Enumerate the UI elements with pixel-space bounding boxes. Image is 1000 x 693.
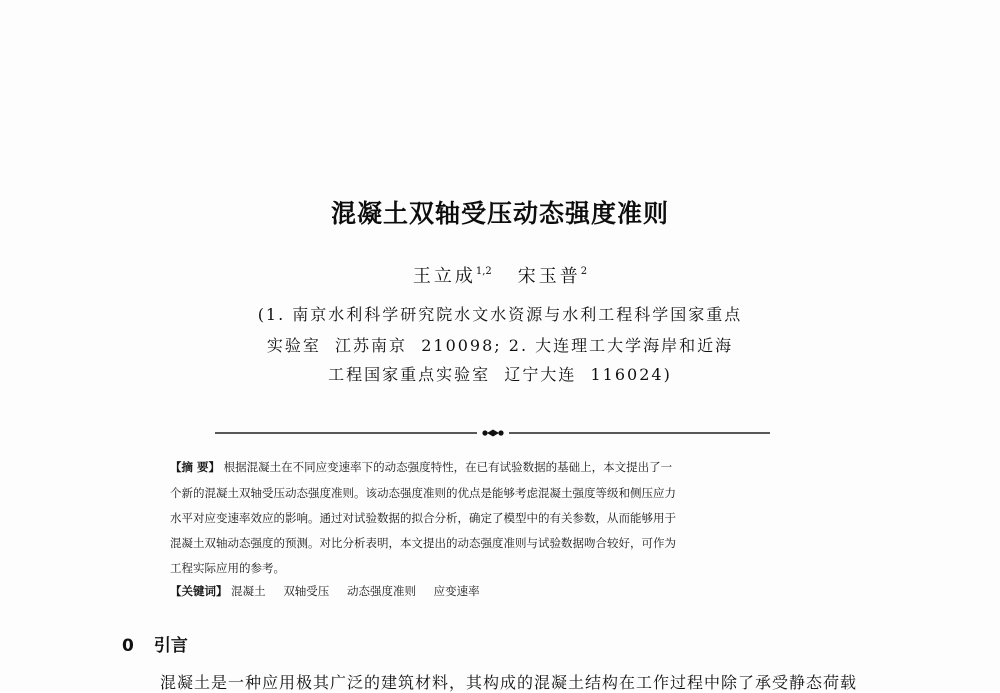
paper-title: 混凝土双轴受压动态强度准则 (330, 199, 669, 228)
abstract-line: 工程实际应用的参考。 (170, 561, 285, 575)
ornamental-divider (215, 429, 770, 437)
affiliation-line: (1. 南京水利科学研究院水文水资源与水利工程科学国家重点 (257, 305, 743, 324)
keyword: 混凝土 (231, 584, 266, 598)
section-heading (122, 631, 188, 656)
author-affiliation-mark: 2 (580, 266, 588, 277)
author-name: 王立成 (412, 266, 476, 287)
abstract-label: 【摘 要】 (170, 460, 221, 474)
author-name: 宋玉普 (517, 266, 581, 287)
keywords-line (170, 583, 840, 599)
body-paragraph-line: 混凝土是一种应用极其广泛的建筑材料，其构成的混凝土结构在工作过程中除了承受静态荷载 (160, 673, 858, 692)
keyword: 双轴受压 (283, 584, 330, 598)
abstract-line: 水平对应变速率效应的影响。通过对试验数据的拟合分析，确定了模型中的有关参数，从而能够用于 (170, 511, 676, 525)
section-number: 0 (122, 636, 134, 656)
abstract-line: 个新的混凝土双轴受压动态强度准则。该动态强度准则的优点是能够考虑混凝土强度等级和侧压应力 (170, 486, 676, 500)
affiliation-line: 实验室 江苏南京 210098; 2. 大连理工大学海岸和近海 (266, 336, 734, 355)
keywords-label: 【关键词】 (170, 584, 228, 598)
keyword: 应变速率 (433, 584, 480, 598)
keyword: 动态强度准则 (346, 584, 416, 598)
abstract-line: 混凝土双轴动态强度的预测。对比分析表明，本文提出的动态强度准则与试验数据吻合较好，可作为 (170, 536, 676, 550)
abstract-line: 【摘 要】 根据混凝土在不同应变速率下的动态强度特性，在已有试验数据的基础上，本文提出了一 (170, 460, 673, 474)
section-title: 引言 (153, 636, 188, 656)
affiliation-line: 工程国家重点实验室 辽宁大连 116024) (328, 365, 672, 384)
author-list (0, 262, 1000, 288)
author-affiliation-mark: 1,2 (475, 266, 492, 277)
